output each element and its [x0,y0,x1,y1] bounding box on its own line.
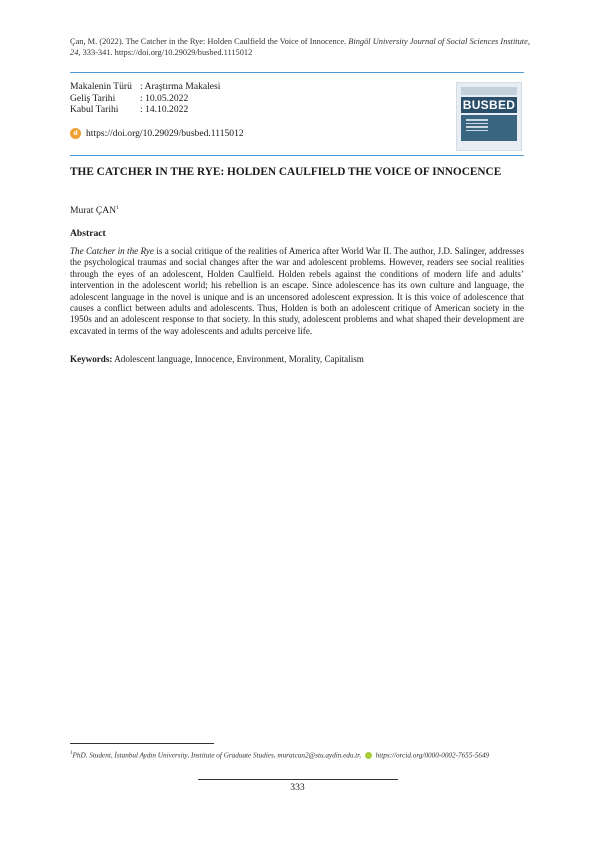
footnote-rule [70,743,214,744]
citation-authors: Çan, M. (2022). The Catcher in the Rye: Holden Caulfield the Voice of Innocence. [70,37,347,46]
meta-row-type [70,81,220,93]
citation-volume: 24 [70,48,79,57]
doi-text[interactable]: https://doi.org/10.29029/busbed.1115012 [86,128,244,139]
citation-journal: Bingöl University Journal of Social Sciences Institute, [348,37,530,46]
article-meta [70,81,220,116]
meta-key: Makalenin Türü [70,81,132,92]
abstract-text [70,246,524,337]
meta-value: : 10.05.2022 [140,92,189,104]
author-footnote-mark: 1 [116,205,119,211]
abstract-italic-lead: The Catcher in the Rye [70,246,154,256]
keywords-label: Keywords: [70,354,113,364]
meta-row-received [70,93,220,105]
page-rule [198,779,398,780]
orcid-link[interactable]: https://orcid.org/0000-0002-7655-5649 [375,751,490,760]
meta-row-accepted [70,104,220,116]
header-rule-top [70,72,524,73]
abstract-heading: Abstract [70,228,106,239]
doi-link[interactable] [70,128,244,139]
author-name: Murat ÇAN [70,205,117,217]
abstract-body: is a social critique of the realities of America after World War II. The author, J.D. Salinger, addresses the psychological traumas and social changes after the war and adolescent problems. However, readers see social realities through the eyes of an adolescent, Holden Caulfield. Holden rebels against the conditions of modern life and adults’ intervention in the adolescent world; his rebellion is an escape. Since adolescence has its own culture and language, the adolescent language in the novel is unique and is an uncensored adolescent expression. It is this voice of adolescence that causes a conflict between adults and adolescents. Thus, Holden is both an adolescent critique of American society in the 1950s and an adolescent response to that society. In this study, adolescent problems and what shaped their development are excavated in terms of the way adolescents and adults perceive life. [70,246,524,336]
meta-key: Geliş Tarihi [70,92,116,104]
doi-icon: d [70,128,81,139]
orcid-icon [365,752,372,759]
logo-text: BUSBED [462,98,516,112]
page-number: 333 [290,782,305,793]
meta-value: : 14.10.2022 [140,104,189,115]
header-rule-bottom [70,155,524,156]
logo-top-band [461,87,517,95]
footnote [70,749,524,760]
citation [70,36,530,58]
journal-logo [456,82,522,151]
author [70,205,119,216]
meta-key: Kabul Tarihi [70,104,119,115]
logo-lines [466,119,488,133]
keywords-value: Adolescent language, Innocence, Environment, Morality, Capitalism [112,354,364,364]
footnote-mark: 1 [70,751,73,756]
meta-value: : Araştırma Makalesi [140,81,221,92]
article-title: THE CATCHER IN THE RYE: HOLDEN CAULFIELD THE VOICE OF INNOCENCE [70,166,502,178]
keywords [70,354,524,364]
citation-pages-doi: , 333-341. https://doi.org/10.29029/busbed.1115012 [78,48,253,57]
footnote-text: PhD. Student, İstanbul Aydın University, Institute of Graduate Studies, muratcan2@stu.aydin.edu.tr, [72,751,362,760]
